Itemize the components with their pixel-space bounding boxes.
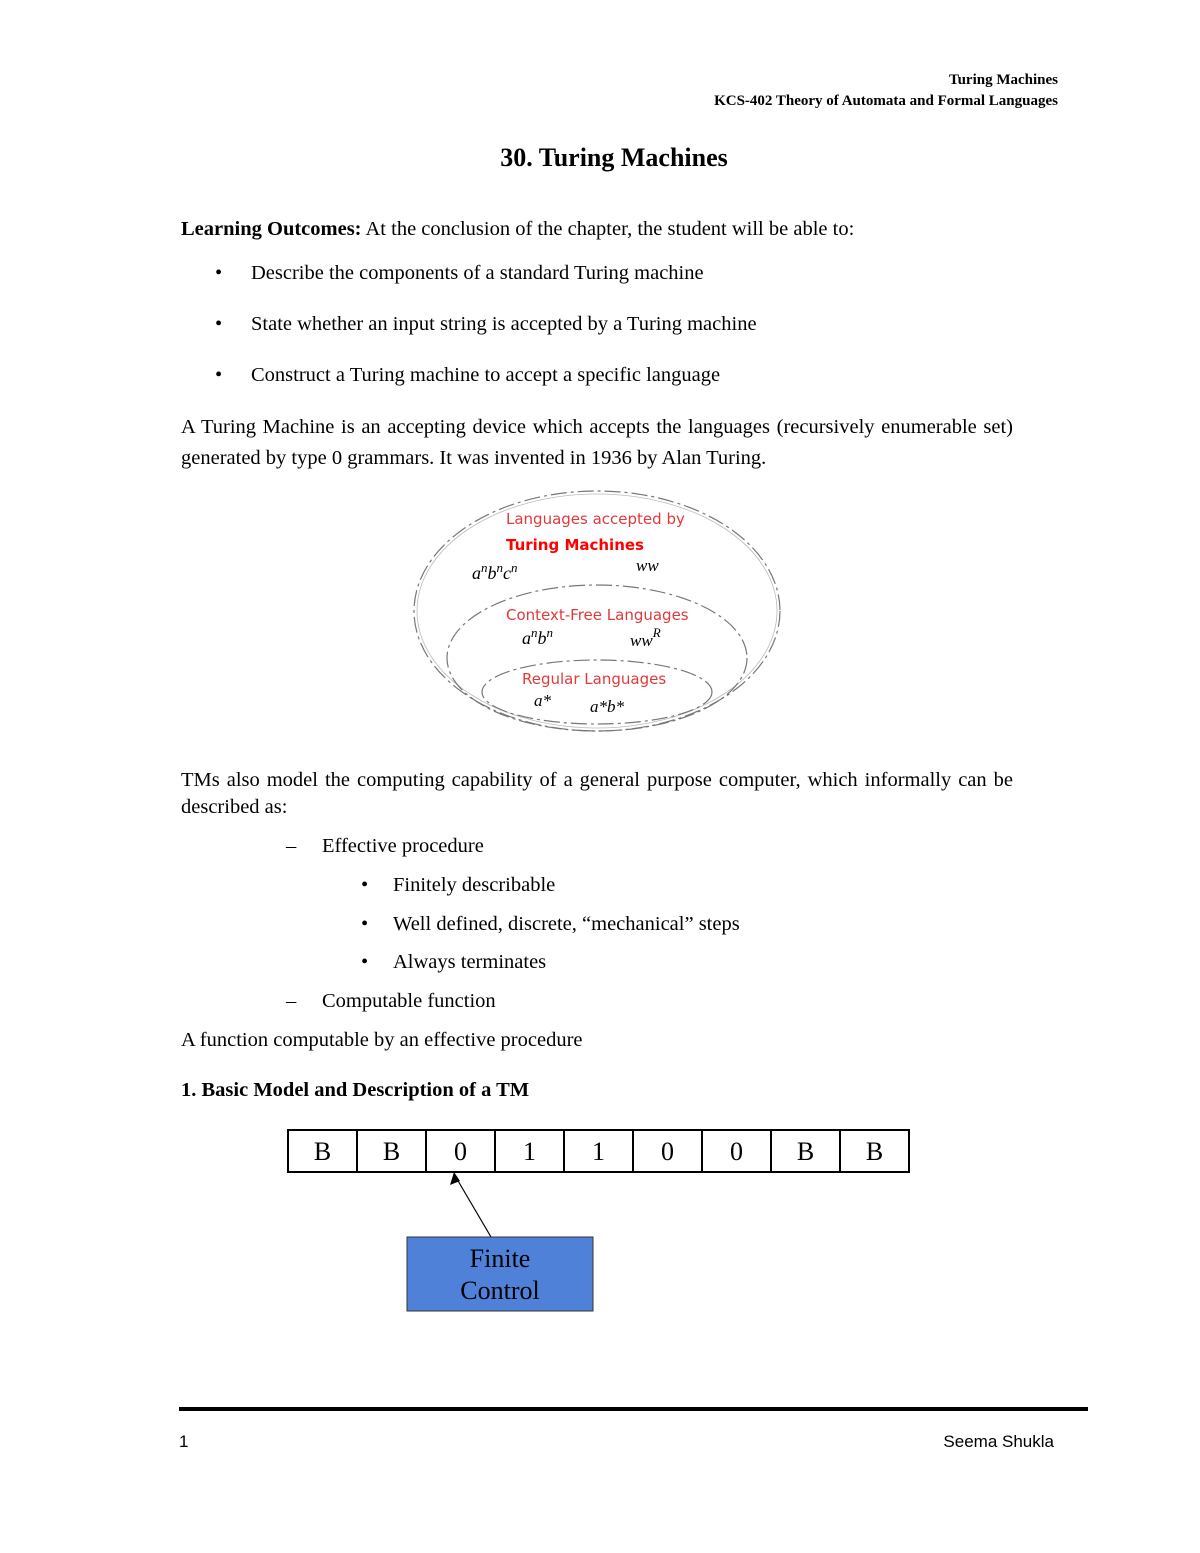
page-number: 1 — [179, 1432, 189, 1451]
list-item — [286, 990, 496, 1013]
arrowhead-icon — [450, 1172, 460, 1185]
list-item-text: Computable function — [322, 990, 496, 1012]
bullet-icon: • — [361, 951, 369, 973]
inner-example-astar: a* — [534, 691, 551, 710]
intro-paragraph: A Turing Machine is an accepting device which accepts the languages (recursively enumerable set) generated by type 0 grammars. It was invented in 1936 by Alan Turing. — [181, 416, 1013, 469]
bullet-icon: • — [361, 874, 369, 896]
tape-cell-symbol: B — [382, 1137, 401, 1166]
outer-label-line1: Languages accepted by — [506, 510, 685, 528]
turing-machine-diagram — [280, 1122, 920, 1322]
tape-cell-symbol: B — [865, 1137, 884, 1166]
list-item-text: State whether an input string is accepted by a Turing machine — [251, 313, 757, 335]
learning-outcomes-intro — [181, 218, 854, 241]
bullet-icon: • — [215, 313, 223, 335]
computing-paragraph: TMs also model the computing capability of a general purpose computer, which informally can be described as: — [181, 769, 1013, 818]
tape-cell-symbol: 0 — [730, 1137, 743, 1166]
language-hierarchy-diagram — [400, 485, 800, 750]
tape-cell-symbol: 1 — [592, 1137, 605, 1166]
bullet-icon: • — [215, 262, 223, 284]
learning-outcomes-text: At the conclusion of the chapter, the student will be able to: — [361, 218, 855, 240]
tape-cell-symbol: B — [796, 1137, 815, 1166]
function-definition: A function computable by an effective procedure — [181, 1029, 583, 1051]
list-item-text: Effective procedure — [322, 835, 484, 857]
list-item-text: Well defined, discrete, “mechanical” steps — [393, 913, 740, 935]
list-item — [286, 835, 484, 858]
middle-example-wwR: $ww^R$ — [630, 625, 661, 650]
inner-label: Regular Languages — [522, 670, 667, 688]
footer-rule — [179, 1407, 1088, 1411]
footer-author: Seema Shukla — [943, 1432, 1054, 1451]
inner-example-astarbstar: a*b* — [590, 697, 624, 716]
dash-icon: – — [286, 990, 297, 1012]
tape-head-pointer — [454, 1174, 491, 1237]
running-header-course: KCS-402 Theory of Automata and Formal Languages — [714, 93, 1058, 109]
list-item-text: Describe the components of a standard Turing machine — [251, 262, 704, 284]
tape-cell-symbol: 1 — [523, 1137, 536, 1166]
tape-cell-symbol: 0 — [454, 1137, 467, 1166]
tape-cell-symbol: B — [313, 1137, 332, 1166]
list-item-text: Finitely describable — [393, 874, 556, 896]
list-item-text: Always terminates — [393, 951, 547, 973]
finite-control-label-line1: Finite — [469, 1244, 531, 1273]
tape-cell-symbol: 0 — [661, 1137, 674, 1166]
middle-label: Context-Free Languages — [506, 606, 689, 624]
outer-example-anbncn: $a^nb^nc^n$ — [472, 560, 518, 583]
bullet-icon: • — [361, 913, 369, 935]
list-item-text: Construct a Turing machine to accept a specific language — [251, 364, 721, 386]
outer-example-ww: ww — [636, 556, 659, 575]
outer-label-line2: Turing Machines — [506, 536, 644, 554]
dash-icon: – — [286, 835, 297, 857]
tape — [288, 1130, 909, 1172]
section-heading: 1. Basic Model and Description of a TM — [181, 1079, 530, 1101]
finite-control-label-line2: Control — [460, 1276, 540, 1305]
running-header-title: Turing Machines — [948, 72, 1058, 88]
page-title: 30. Turing Machines — [500, 143, 728, 172]
middle-example-anbn: $a^nb^n$ — [522, 625, 553, 648]
learning-outcomes-label: Learning Outcomes: — [181, 218, 362, 240]
bullet-icon: • — [215, 364, 223, 386]
